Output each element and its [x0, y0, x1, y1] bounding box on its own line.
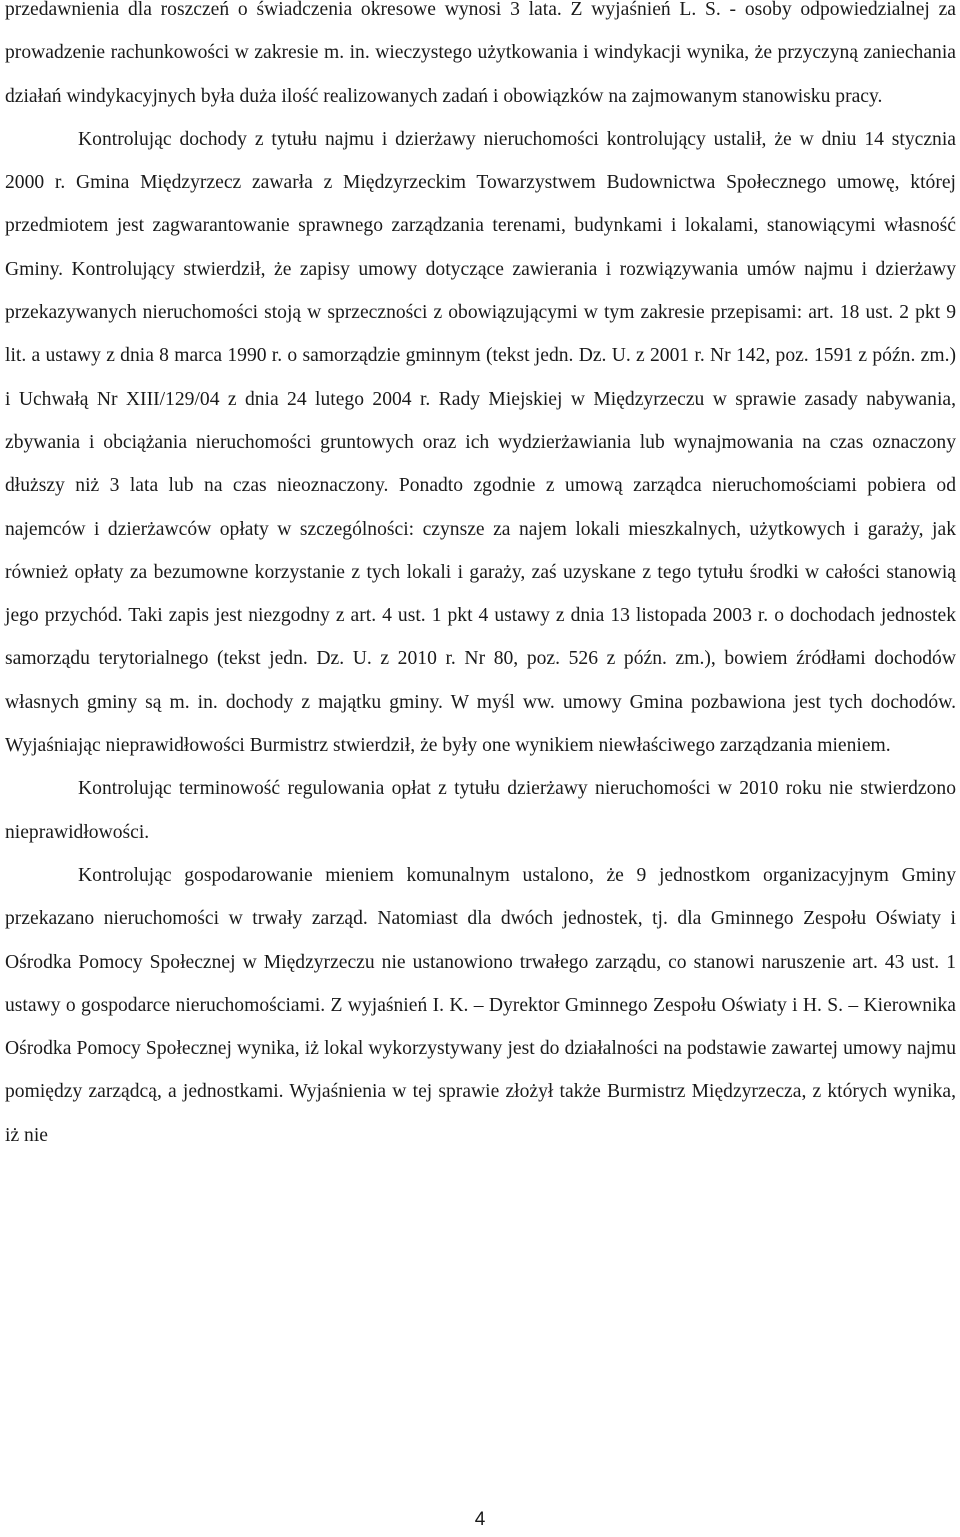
page-number: 4: [474, 1509, 486, 1530]
document-page: [5, 0, 956, 1157]
paragraph-lease-fees: Kontrolując terminowość regulowania opłat z tytułu dzierżawy nieruchomości w 2010 roku nie stwierdzono nieprawidłowości.: [5, 778, 956, 843]
paragraph-continuation: przedawnienia dla roszczeń o świadczenia okresowe wynosi 3 lata. Z wyjaśnień L. S. - osoby odpowiedzialnej za prowadzenie rachunkowości w zakresie m. in. wieczystego użytkowania i windykacji wynika, że przyczyną zaniechania działań windykacyjnych była duża ilość realizowanych zadań i obowiązków na zajmowanym stanowisku pracy.: [5, 0, 956, 107]
paragraph-rental-income: Kontrolując dochody z tytułu najmu i dzierżawy nieruchomości kontrolujący ustalił, że w dniu 14 stycznia 2000 r. Gmina Międzyrzecz zawarła z Międzyrzeckim Towarzystwem Budownictwa Społecznego umowę, której przedmiotem jest zagwarantowanie sprawnego zarządzania terenami, budynkami i lokalami, stanowiącymi własność Gminy. Kontrolujący stwierdził, że zapisy umowy dotyczące zawierania i rozwiązywania umów najmu i dzierżawy przekazywanych nieruchomości stoją w sprzeczności z obowiązującymi w tym zakresie przepisami: art. 18 ust. 2 pkt 9 lit. a ustawy z dnia 8 marca 1990 r. o samorządzie gminnym (tekst jedn. Dz. U. z 2001 r. Nr 142, poz. 1591 z późn. zm.) i Uchwałą Nr XIII/129/04 z dnia 24 lutego 2004 r. Rady Miejskiej w Międzyrzeczu w sprawie zasady nabywania, zbywania i obciążania nieruchomości gruntowych oraz ich wydzierżawiania lub wynajmowania na czas oznaczony dłuższy niż 3 lata lub na czas nieoznaczony. Ponadto zgodnie z umową zarządca nieruchomościami pobiera od najemców i dzierżawców opłaty w szczególności: czynsze za najem lokali mieszkalnych, użytkowych i garaży, jak również opłaty za bezumowne korzystanie z tych lokali i garaży, zaś uzyskane z tego tytułu środki w całości stanowią jego przychód. Taki zapis jest niezgodny z art. 4 ust. 1 pkt 4 ustawy z dnia 13 listopada 2003 r. o dochodach jednostek samorządu terytorialnego (tekst jedn. Dz. U. z 2010 r. Nr 80, poz. 526 z późn. zm.), bowiem źródłami dochodów własnych gminy są m. in. dochody z majątku gminy. W myśl ww. umowy Gmina pozbawiona jest tych dochodów. Wyjaśniając nieprawidłowości Burmistrz stwierdził, że były one wynikiem niewłaściwego zarządzania mieniem.: [5, 128, 956, 757]
paragraph-municipal-property: Kontrolując gospodarowanie mieniem komunalnym ustalono, że 9 jednostkom organizacyjnym Gminy przekazano nieruchomości w trwały zarząd. Natomiast dla dwóch jednostek, tj. dla Gminnego Zespołu Oświaty i Ośrodka Pomocy Społecznej w Międzyrzeczu nie ustanowiono trwałego zarządu, co stanowi naruszenie art. 43 ust. 1 ustawy o gospodarce nieruchomościami. Z wyjaśnień I. K. – Dyrektor Gminnego Zespołu Oświaty i H. S. – Kierownika Ośrodka Pomocy Społecznej wynika, iż lokal wykorzystywany jest do działalności na podstawie zawartej umowy najmu pomiędzy zarządcą, a jednostkami. Wyjaśnienia w tej sprawie złożył także Burmistrz Międzyrzecza, z których wynika, iż nie: [5, 864, 956, 1146]
